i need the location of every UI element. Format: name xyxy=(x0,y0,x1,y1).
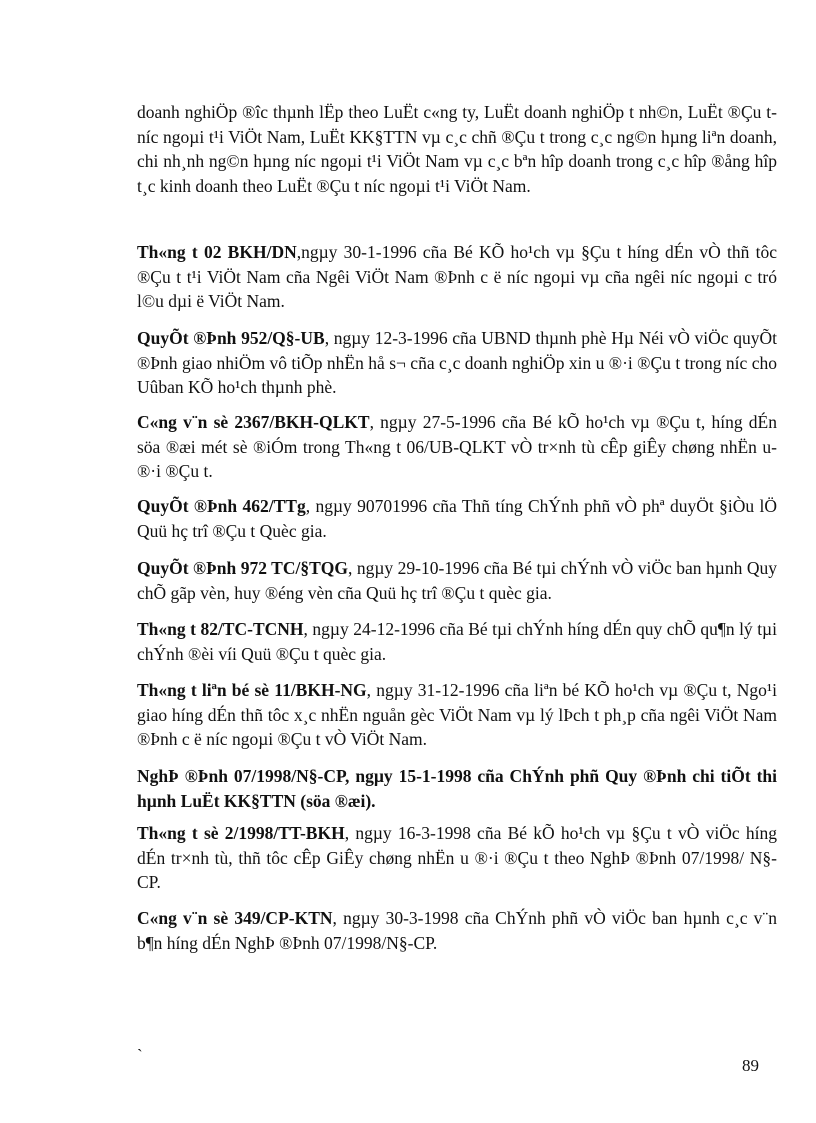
paragraph-text: , ngµy 16-3-1998 cña Bé kÕ ho¹ch vµ §Çu t vÒ viÖc híng dÉn tr×nh tù, thñ tôc cÊp GiÊy chøng nhËn u ®·i ®Çu t theo NghÞ ®Þnh 07/1998/ N§- CP. xyxy=(137,823,778,892)
paragraph-text: , ngµy 29-10-1996 cña Bé tµi chÝnh vÒ viÖc ban hµnh Quy chÕ gãp vèn, huy ®éng vèn cña Quü hç trî ®Çu t quèc gia. xyxy=(137,558,777,603)
document-reference: Th«ng t liªn bé sè 11/BKH-NG xyxy=(137,680,367,700)
paragraph-text: ,ngµy 30-1-1996 cña Bé KÕ ho¹ch vµ §Çu t híng dÉn vÒ thñ tôc ®Çu t t¹i ViÖt Nam cña Ngêi ViÖt Nam ®Þnh c ë níc ngoµi vµ cña ngêi níc ngoµi c tró l©u dµi ë ViÖt Nam. xyxy=(137,242,777,311)
paragraph-continuation xyxy=(137,100,777,198)
document-reference: NghÞ ®Þnh 07/1998/N§-CP, ngµy 15-1-1998 cña ChÝnh phñ Quy ®Þnh chi tiÕt thi hµnh LuËt KK§TTN (söa ®æi). xyxy=(137,766,777,811)
paragraph-circular-2-1998 xyxy=(137,821,777,895)
paragraph-text: , ngµy 24-12-1996 cña Bé tµi chÝnh híng dÉn quy chÕ qu¶n lý tµi chÝnh ®èi víi Quü ®Çu t quèc gia. xyxy=(137,619,777,664)
document-reference: Th«ng t sè 2/1998/TT-BKH xyxy=(137,823,345,843)
document-reference: C«ng v¨n sè 2367/BKH-QLKT xyxy=(137,412,370,432)
paragraph-text: , ngµy 12-3-1996 cña UBND thµnh phè Hµ Néi vÒ viÖc quyÕt ®Þnh giao nhiÖm vô tiÕp nhËn hå s¬ cña c¸c doanh nghiÖp xin u ®·i ®Çu t trong níc cho Uûban KÕ ho¹ch thµnh phè. xyxy=(137,328,777,397)
document-reference: QuyÕt ®Þnh 972 TC/§TQG xyxy=(137,558,348,578)
paragraph-decision-952 xyxy=(137,326,777,400)
footer-mark: ` xyxy=(137,1046,143,1065)
paragraph-circular-02 xyxy=(137,240,777,314)
paragraph-text: , ngµy 30-3-1998 cña ChÝnh phñ vÒ viÖc ban hµnh c¸c v¨n b¶n híng dÉn NghÞ ®Þnh 07/1998/N§-CP. xyxy=(137,908,777,953)
paragraph-text: , ngµy 90701996 cña Thñ tíng ChÝnh phñ vÒ phª duyÖt §iÒu lÖ Quü hç trî ®Çu t Quèc gia. xyxy=(137,496,777,541)
paragraph-decision-462 xyxy=(137,494,777,543)
paragraph-dispatch-349 xyxy=(137,906,777,955)
document-reference: C«ng v¨n sè 349/CP-KTN xyxy=(137,908,333,928)
paragraph-decision-972 xyxy=(137,556,777,605)
paragraph-text: doanh nghiÖp ®îc thµnh lËp theo LuËt c«ng ty, LuËt doanh nghiÖp t nh©n, LuËt ®Çu t níc ngoµi t¹i ViÖt Nam, LuËt KK§TTN vµ c¸c chñ ®Çu t trong c¸c ng©n hµng liªn doanh, chi nh¸nh ng©n hµng níc ngoµi t¹i ViÖt Nam vµ c¸c bªn hîp doanh trong c¸c hîp ®ång hîp t¸c kinh doanh theo LuËt ®Çu t níc ngoµi t¹i ViÖt Nam. xyxy=(137,102,777,196)
paragraph-decree-07 xyxy=(137,764,777,813)
paragraph-dispatch-2367 xyxy=(137,410,777,484)
document-reference: QuyÕt ®Þnh 952/Q§-UB xyxy=(137,328,325,348)
page-number: 89 xyxy=(742,1056,759,1075)
paragraph-joint-circular-11 xyxy=(137,678,777,752)
document-reference: Th«ng t 02 BKH/DN xyxy=(137,242,297,262)
document-reference: Th«ng t 82/TC-TCNH xyxy=(137,619,304,639)
paragraph-circular-82 xyxy=(137,617,777,666)
paragraph-text: , ngµy 27-5-1996 cña Bé kÕ ho¹ch vµ ®Çu t, híng dÉn söa ®æi mét sè ®iÓm trong Th«ng t 06/UB-QLKT vÒ tr×nh tù cÊp giÊy chøng nhËn u ®·i ®Çu t. xyxy=(137,412,777,481)
paragraph-text: , ngµy 31-12-1996 cña liªn bé KÕ ho¹ch vµ ®Çu t, Ngo¹i giao híng dÉn thñ tôc x¸c nhËn nguån gèc ViÖt Nam vµ lý lÞch t ph¸p cña ngêi ViÖt Nam ®Þnh c ë níc ngoµi ®Çu t vÒ ViÖt Nam. xyxy=(137,680,778,749)
document-reference: QuyÕt ®Þnh 462/TTg xyxy=(137,496,306,516)
